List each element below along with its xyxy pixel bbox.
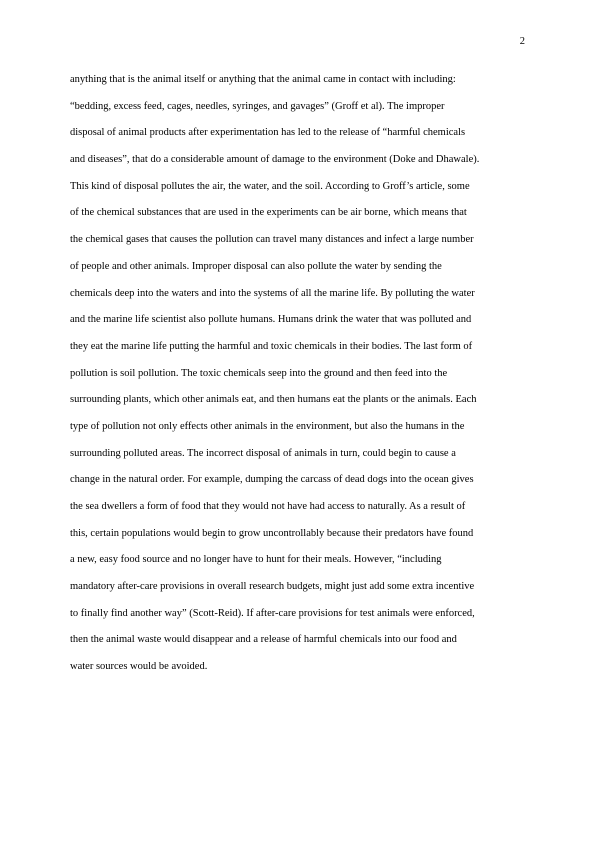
text-line: “bedding, excess feed, cages, needles, syringes, and gavages” (Groff et al). The improper	[70, 100, 445, 112]
text-line: and the marine life scientist also pollute humans. Humans drink the water that was polluted and	[70, 314, 472, 326]
text-line: mandatory after-care provisions in overall research budgets, might just add some extra incentive	[70, 581, 475, 593]
text-line: anything that is the animal itself or anything that the animal came in contact with including:	[70, 74, 456, 85]
text-line: pollution is soil pollution. The toxic chemicals seep into the ground and then feed into the	[70, 367, 448, 379]
text-line: they eat the marine life putting the harmful and toxic chemicals in their bodies. The last form of	[70, 340, 473, 352]
text-line: this, certain populations would begin to grow uncontrollably because their predators have found	[70, 527, 474, 539]
text-line: type of pollution not only effects other animals in the environment, but also the humans in the	[70, 420, 465, 432]
text-line: then the animal waste would disappear and a release of harmful chemicals into our food and	[70, 634, 457, 646]
body-paragraph	[70, 67, 530, 681]
text-line: change in the natural order. For example, dumping the carcass of dead dogs into the ocean gives	[70, 474, 474, 486]
text-line: surrounding polluted areas. The incorrect disposal of animals in turn, could begin to cause a	[70, 447, 456, 459]
text-line: disposal of animal products after experimentation has led to the release of “harmful chemicals	[70, 127, 466, 139]
text-line: water sources would be avoided.	[70, 661, 208, 673]
page-number: 2	[519, 36, 525, 47]
text-line: to finally find another way” (Scott-Reid). If after-care provisions for test animals were enforced,	[70, 607, 475, 619]
text-line: chemicals deep into the waters and into the systems of all the marine life. By polluting the water	[70, 287, 475, 299]
text-line: a new, easy food source and no longer have to hunt for their meals. However, “including	[70, 554, 442, 566]
text-line: surrounding plants, which other animals eat, and then humans eat the plants or the animals. Each	[70, 394, 477, 406]
text-line: of people and other animals. Improper disposal can also pollute the water by sending the	[70, 260, 442, 272]
text-line: the chemical gases that causes the pollution can travel many distances and infect a large number	[70, 234, 474, 246]
text-line: This kind of disposal pollutes the air, the water, and the soil. According to Groff’s article, some	[70, 180, 470, 192]
text-line: and diseases”, that do a considerable amount of damage to the environment (Doke and Dhawale).	[70, 154, 480, 166]
text-line: the sea dwellers a form of food that they would not have had access to naturally. As a result of	[70, 501, 466, 512]
text-line: of the chemical substances that are used in the experiments can be air borne, which means that	[70, 207, 467, 219]
